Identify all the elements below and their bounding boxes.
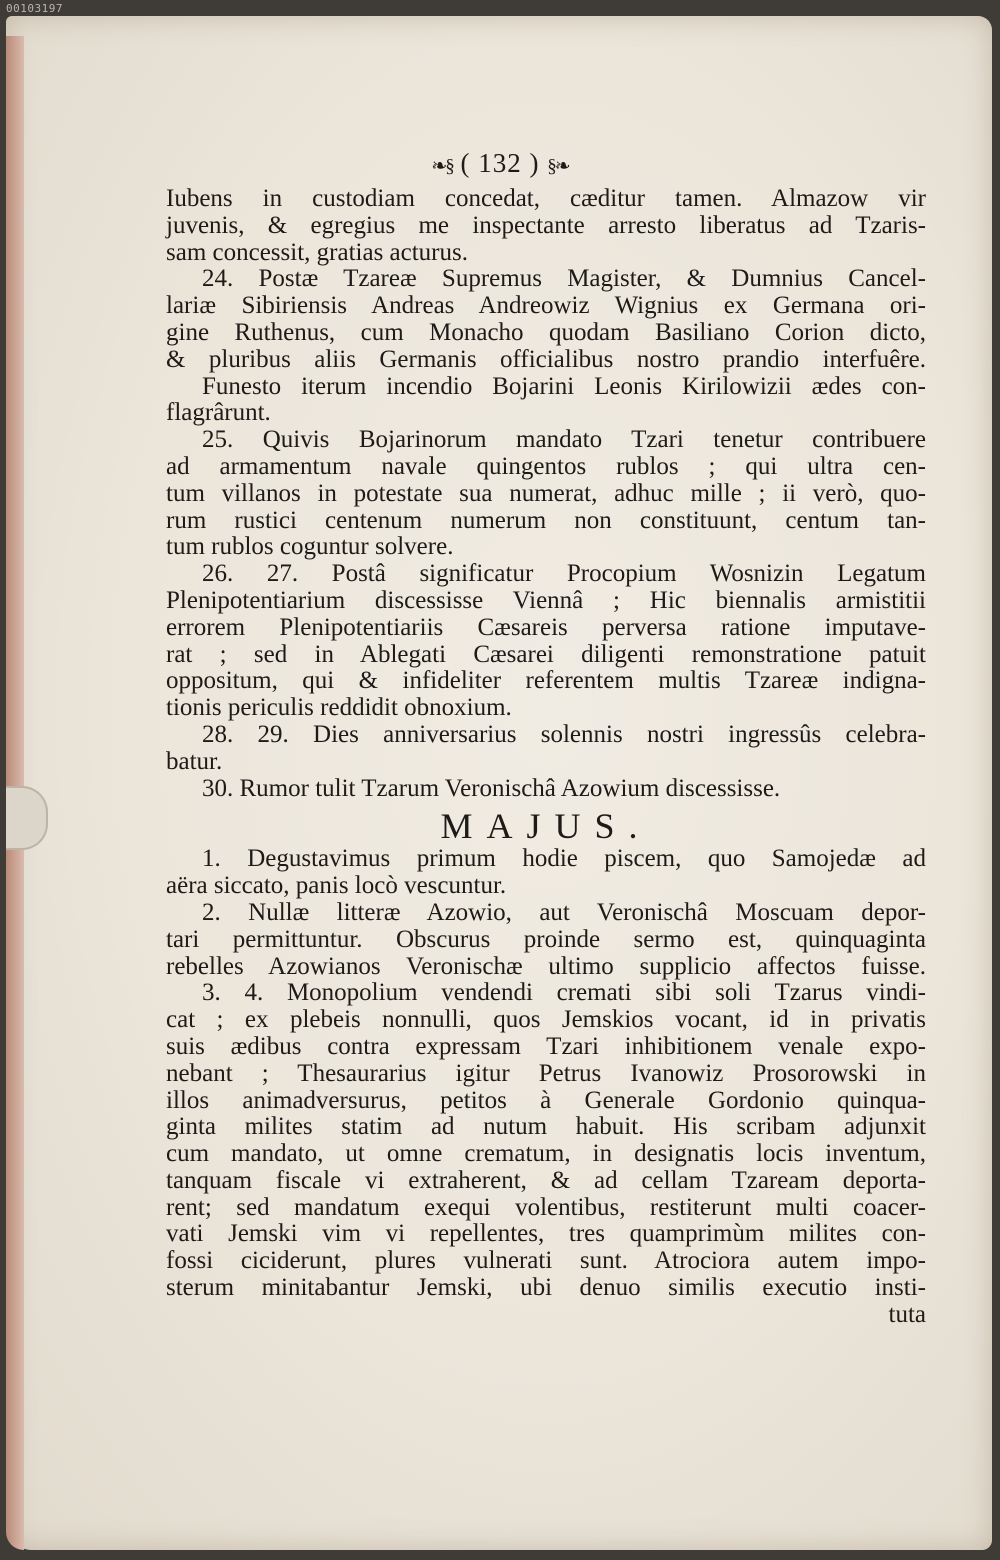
text-line: ginta milites statim ad nutum habuit. His scribam adjunxit [166, 1113, 926, 1141]
text-line: rent; sed mandatum exequi volentibus, restiterunt multi coacer- [166, 1193, 926, 1221]
text-line: 1. Degustavimus primum hodie piscem, quo Samojedæ ad [202, 845, 926, 873]
text-line: 28. 29. Dies anniversarius solennis nostri ingressûs celebra- [202, 720, 926, 748]
text-line: ad armamentum navale quingentos rublos ; qui ultra cen- [166, 452, 926, 480]
text-line: 2. Nullæ litteræ Azowio, aut Veronischâ Moscuam depor- [202, 898, 926, 926]
text-line: aëra siccato, panis locò vescuntur. [166, 872, 507, 900]
ornament-right-icon: §❧ [547, 156, 569, 177]
page-tab-marker [6, 786, 48, 850]
text-line: juvenis, & egregius me inspectante arresto liberatus ad Tzaris- [166, 211, 926, 239]
text-line: 3. 4. Monopolium vendendi cremati sibi soli Tzarus vindi- [202, 979, 926, 1007]
page-number: ( 132 ) [460, 148, 540, 178]
text-line: errorem Plenipotentiariis Cæsareis perversa ratione imputave- [166, 613, 926, 641]
text-line: Funesto iterum incendio Bojarini Leonis Kirilowizii ædes con- [202, 372, 926, 400]
text-line: tionis periculis reddidit obnoxium. [166, 694, 512, 722]
section-title: MAJUS. [440, 806, 652, 847]
text-line: Plenipotentiarium discessisse Viennâ ; Hic biennalis armistitii [166, 586, 926, 614]
text-line: 30. Rumor tulit Tzarum Veronischâ Azowium discessisse. [202, 774, 781, 802]
text-line: Iubens in custodiam concedat, cæditur tamen. Almazow vir [166, 185, 926, 212]
text-line: sam concessit, gratias acturus. [166, 238, 468, 266]
text-line: 26. 27. Postâ significatur Procopium Wosnizin Legatum [202, 560, 926, 588]
text-line: tum villanos in potestate sua numerat, adhuc mille ; ii verò, quo- [166, 479, 926, 507]
text-line: rat ; sed in Ablegati Cæsarei diligenti remonstratione patuit [166, 640, 926, 668]
text-line: suis ædibus contra expressam Tzari inhibitionem venale expo- [166, 1032, 926, 1060]
text-line: tanquam fiscale vi extraherent, & ad cellam Tzaream deporta- [166, 1166, 926, 1194]
text-line: tum rublos coguntur solvere. [166, 533, 454, 561]
text-line: batur. [166, 747, 223, 775]
page-body [166, 186, 926, 1329]
scan-id-label: 00103197 [6, 2, 63, 15]
text-line: flagrârunt. [166, 399, 271, 427]
text-line: fossi ciciderunt, plures vulnerati sunt. Atrociora autem impo- [166, 1247, 926, 1275]
text-line: 25. Quivis Bojarinorum mandato Tzari tenetur contribuere [202, 426, 926, 454]
text-line: 24. Postæ Tzareæ Supremus Magister, & Dumnius Cancel- [202, 265, 926, 293]
text-line: cum mandato, ut omne crematum, in designatis locis inventum, [166, 1140, 926, 1168]
catchword: tuta [888, 1300, 926, 1328]
text-line: tari permittuntur. Obscurus proinde sermo est, quinquaginta [166, 925, 926, 953]
text-line: nebant ; Thesaurarius igitur Petrus Ivanowiz Prosorowski in [166, 1059, 926, 1087]
text-line: lariæ Sibiriensis Andreas Andreowiz Wignius ex Germana ori- [166, 292, 926, 320]
text-line: & pluribus aliis Germanis officialibus nostro prandio interfuêre. [166, 345, 926, 373]
page-header [0, 148, 1000, 179]
text-line: rum rustici centenum numerum non constituunt, centum tan- [166, 506, 926, 534]
text-line: rebelles Azowianos Veronischæ ultimo supplicio affectos fuisse. [166, 952, 926, 980]
text-line: gine Ruthenus, cum Monacho quodam Basiliano Corion dicto, [166, 318, 926, 346]
text-line: sterum minitabantur Jemski, ubi denuo similis executio insti- [166, 1274, 926, 1302]
text-line: cat ; ex plebeis nonnulli, quos Jemskios vocant, id in privatis [166, 1006, 926, 1034]
text-line: vati Jemski vim vi repellentes, tres quamprimùm milites con- [166, 1220, 926, 1248]
text-line: oppositum, qui & infideliter referentem multis Tzareæ indigna- [166, 667, 926, 695]
text-line: illos animadversurus, petitos à Generale Gordonio quinqua- [166, 1086, 926, 1114]
ornament-left-icon: ❧§ [431, 156, 453, 177]
